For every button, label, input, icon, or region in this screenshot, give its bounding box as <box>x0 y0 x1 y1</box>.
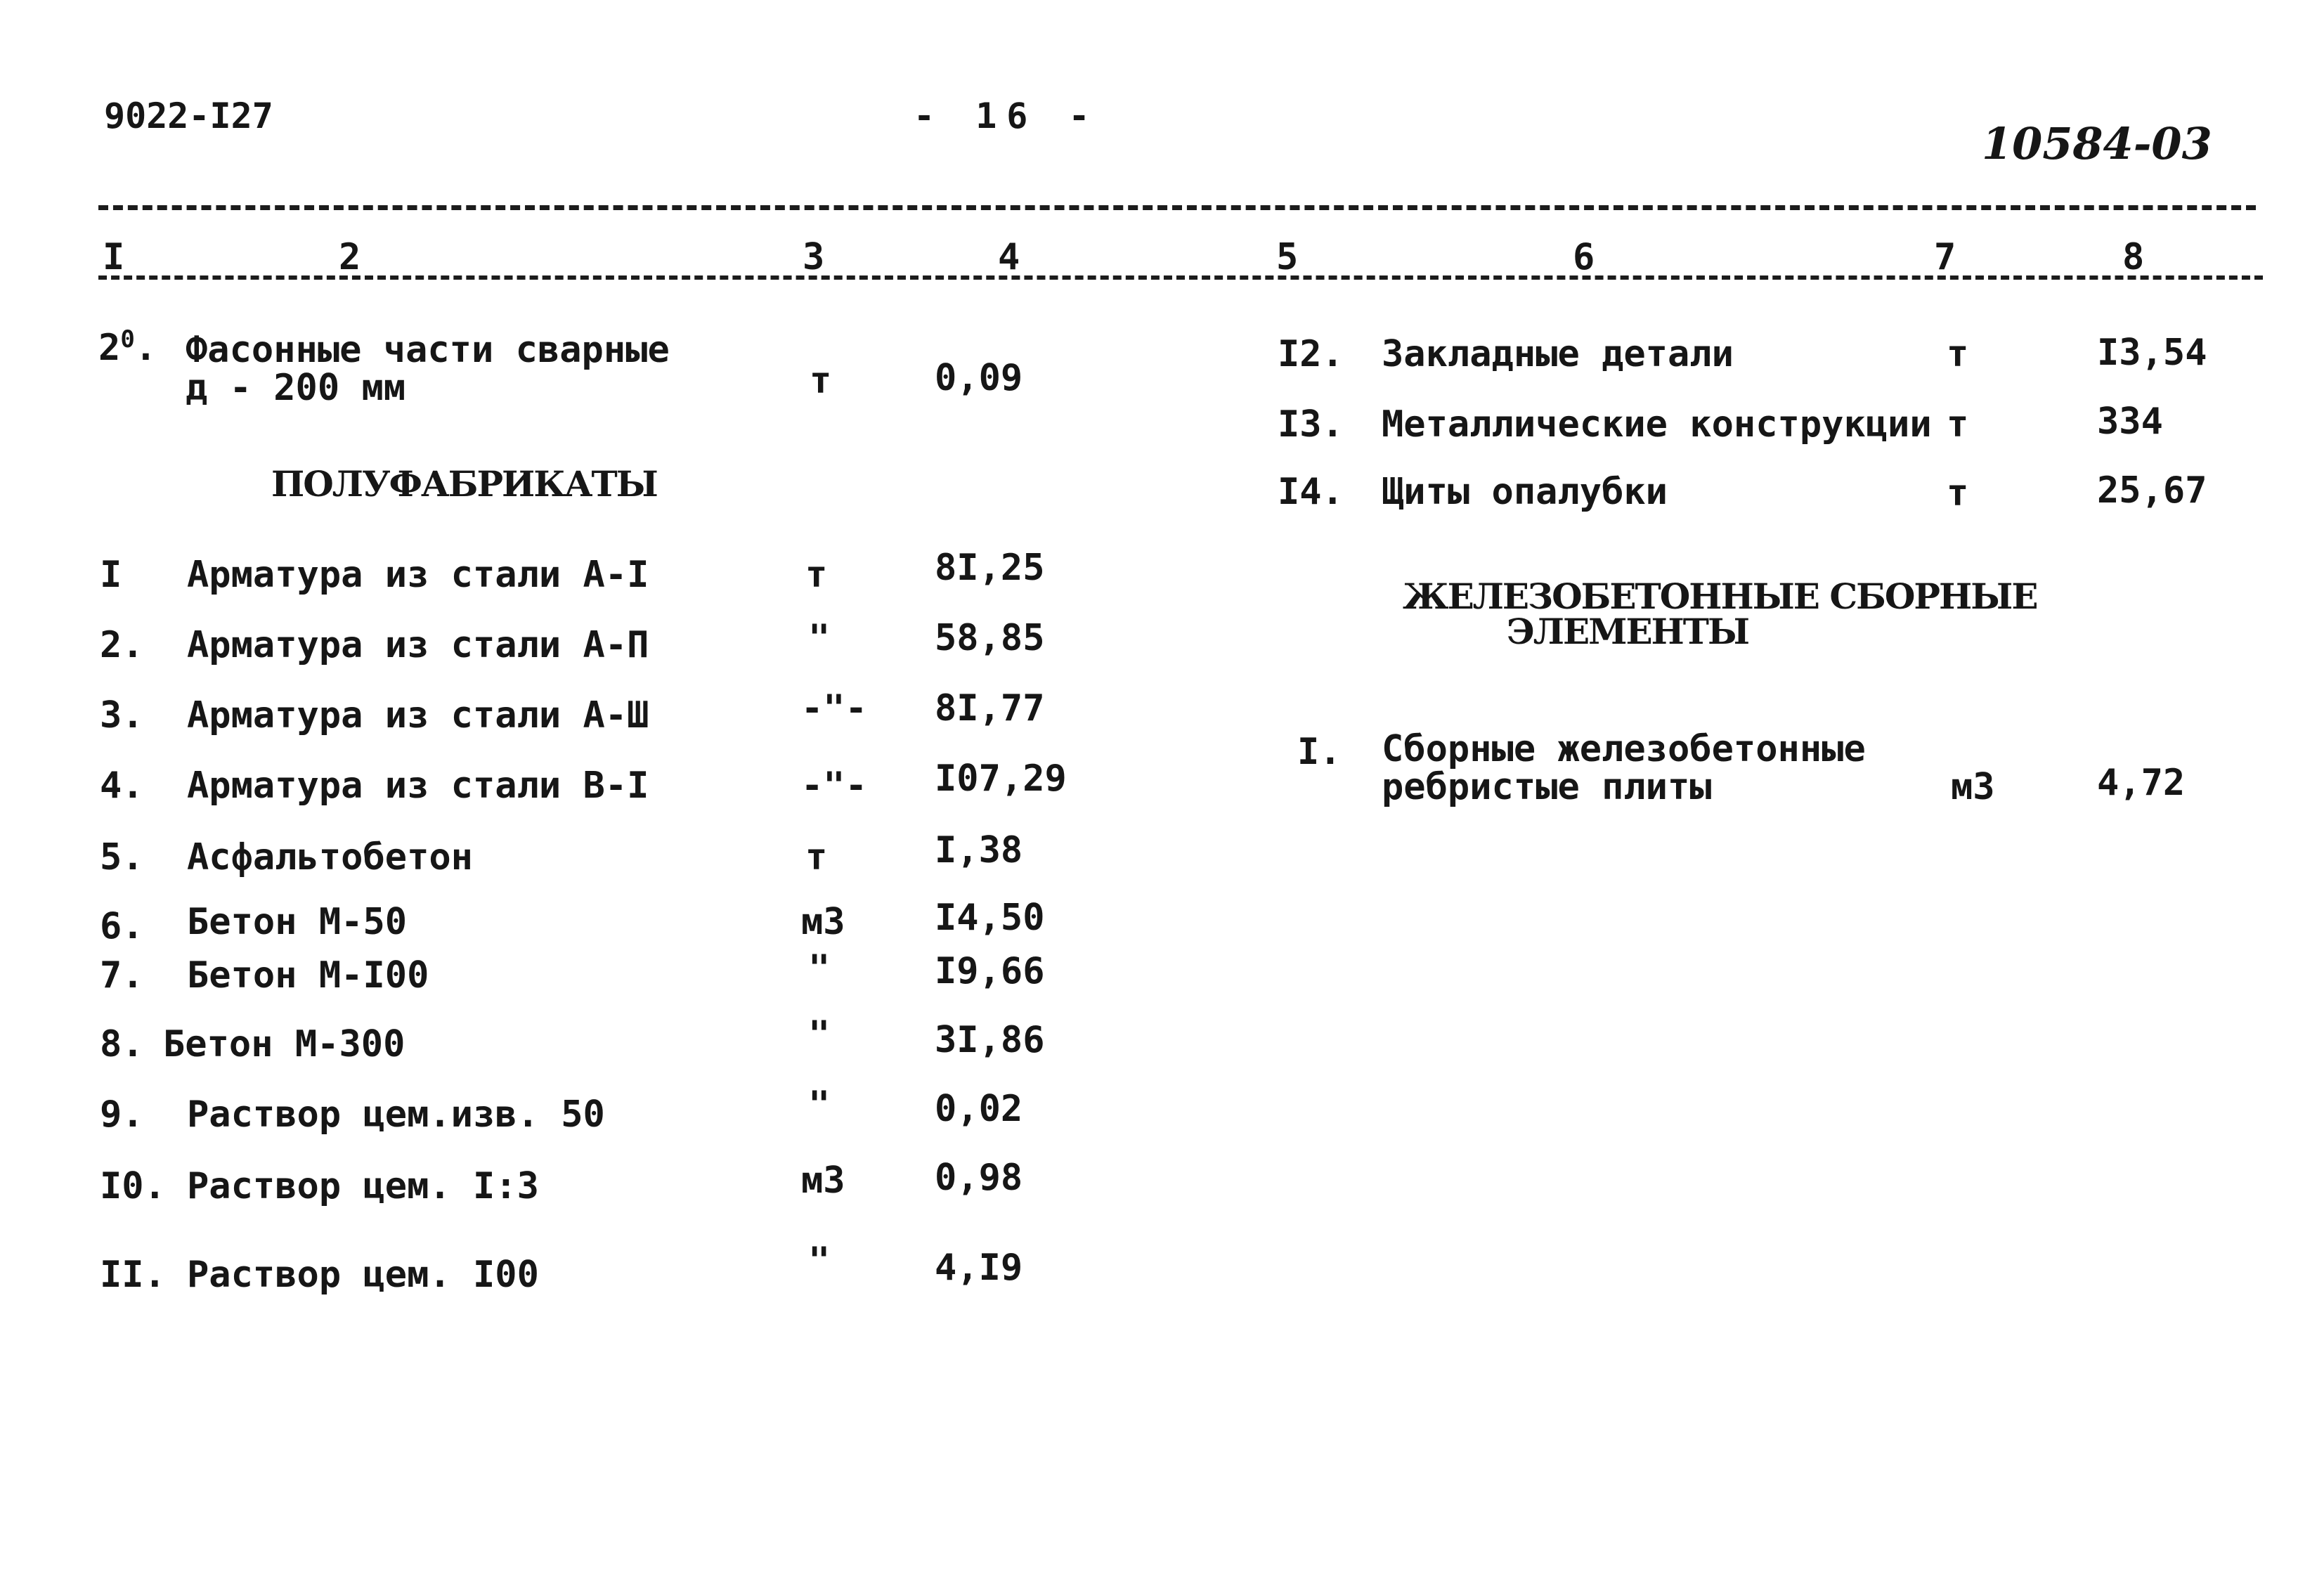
item-number: 3. <box>100 694 144 736</box>
item-unit: т <box>805 836 828 878</box>
item-number: I <box>100 554 122 596</box>
document-code: 9022-I27 <box>104 96 273 136</box>
item-unit: " <box>808 617 831 659</box>
item-unit: " <box>808 1240 831 1282</box>
item-value: 8I,25 <box>935 547 1045 589</box>
column-numbers-underline <box>98 275 2263 280</box>
item-name: Бетон М-I00 <box>187 954 429 997</box>
item-unit: т <box>1947 333 1969 375</box>
item-name: Закладные детали <box>1382 333 1734 375</box>
column-number: I <box>103 236 125 278</box>
section-title-precast-line2: ЭЛЕМЕНТЫ <box>1507 611 1749 652</box>
item-unit: " <box>808 1084 831 1126</box>
item-number: I0. <box>100 1165 166 1207</box>
item-unit: м3 <box>1951 766 1995 808</box>
item-value: 58,85 <box>935 617 1045 659</box>
item-number: I3. <box>1278 403 1344 446</box>
column-number: 5 <box>1276 236 1299 278</box>
item-name-line2: ребристые плиты <box>1382 766 1712 808</box>
item-value: 4,72 <box>2097 762 2186 804</box>
item-number: 9. <box>100 1093 144 1136</box>
item-unit: т <box>810 360 832 402</box>
item-unit: т <box>1947 472 1969 514</box>
item-value: 8I,77 <box>935 687 1045 729</box>
item-value: 0,02 <box>935 1088 1023 1130</box>
section-title-semi-finished: ПОЛУФАБРИКАТЫ <box>271 463 657 505</box>
item-name: Асфальтобетон <box>187 836 473 878</box>
item-value: 0,98 <box>935 1157 1023 1199</box>
column-number: 6 <box>1573 236 1595 278</box>
item-name: Арматура из стали А-Ш <box>187 694 649 736</box>
item-unit: м3 <box>801 901 845 943</box>
item-number: 2. <box>100 624 144 666</box>
item-value: 334 <box>2097 401 2163 443</box>
item-number: I4. <box>1278 471 1344 513</box>
item-name: Бетон М-300 <box>163 1023 405 1065</box>
item-unit: т <box>1947 403 1969 446</box>
item-number: 8. <box>100 1023 144 1065</box>
item-number: 5. <box>100 836 144 878</box>
item-name: Арматура из стали В-I <box>187 765 649 807</box>
item-value: 3I,86 <box>935 1019 1045 1061</box>
item-unit: " <box>808 947 831 989</box>
page-number: - 16 - <box>914 96 1100 136</box>
item-name-line1: Сборные железобетонные <box>1382 728 1866 770</box>
item-value: I3,54 <box>2097 332 2207 374</box>
item-unit: " <box>808 1013 831 1056</box>
item-unit: т <box>805 554 828 596</box>
item-number: $2^0$. <box>98 325 157 369</box>
item-name: Металлические конструкции <box>1382 403 1932 446</box>
item-name: Арматура из стали А-П <box>187 624 649 666</box>
item-number: I2. <box>1278 333 1344 375</box>
item-value: I9,66 <box>935 950 1045 992</box>
item-number: II. <box>100 1254 166 1296</box>
item-number: 7. <box>100 954 144 997</box>
item-name: Арматура из стали А-I <box>187 554 649 596</box>
item-name-line2: д - 200 мм <box>186 367 406 409</box>
column-number: 8 <box>2122 236 2145 278</box>
item-value: 0,09 <box>935 357 1023 399</box>
archive-number: 10584-03 <box>1982 118 2212 169</box>
item-name: Бетон М-50 <box>187 901 408 943</box>
column-number: 2 <box>339 236 361 278</box>
item-value: 4,I9 <box>935 1247 1023 1289</box>
column-number: 7 <box>1934 236 1956 278</box>
item-name: Щиты опалубки <box>1382 471 1668 513</box>
item-unit: -"- <box>801 765 867 807</box>
item-value: 25,67 <box>2097 469 2207 512</box>
item-value: I,38 <box>935 829 1023 871</box>
item-name: Раствор цем.изв. 50 <box>187 1093 605 1136</box>
item-number: 6. <box>100 905 144 947</box>
section-title-precast-line1: ЖЕЛЕЗОБЕТОННЫЕ СБОРНЫЕ <box>1403 576 2037 617</box>
item-number: I. <box>1297 731 1342 773</box>
column-number: 4 <box>998 236 1020 278</box>
item-name: Раствор цем. I:3 <box>187 1165 539 1207</box>
item-value: I4,50 <box>935 897 1045 939</box>
item-number: 4. <box>100 765 144 807</box>
item-name-line1: Фасонные части сварные <box>186 329 670 371</box>
item-unit: -"- <box>801 687 867 729</box>
item-name: Раствор цем. I00 <box>187 1254 539 1296</box>
item-unit: м3 <box>801 1160 845 1202</box>
column-number: 3 <box>803 236 825 278</box>
top-dashed-rule <box>98 205 2256 210</box>
item-value: I07,29 <box>935 758 1067 800</box>
